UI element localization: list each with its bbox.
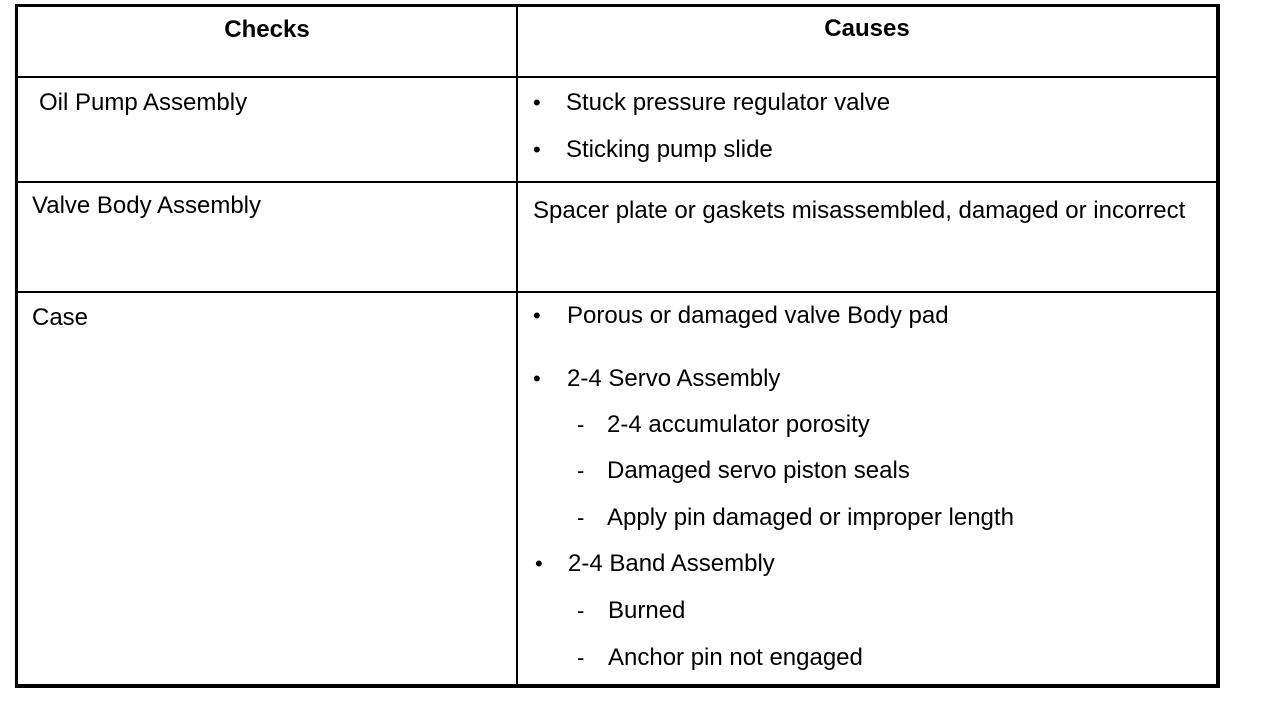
row-check-valve-body: Valve Body Assembly (32, 192, 261, 219)
cause-item: Sticking pump slide (566, 136, 773, 163)
column-divider (516, 7, 518, 684)
header-checks: Checks (224, 16, 310, 43)
dash-icon: - (577, 598, 585, 623)
bullet-icon: • (533, 137, 541, 162)
header-causes: Causes (824, 15, 910, 42)
bullet-icon: • (533, 303, 541, 328)
row-divider-2 (18, 291, 1216, 293)
cause-subitem: 2-4 accumulator porosity (607, 411, 870, 438)
cause-text: Spacer plate or gaskets misassembled, damaged or incorrect (533, 197, 1186, 224)
checks-causes-table (15, 4, 1220, 688)
dash-icon: - (577, 458, 585, 483)
bullet-icon: • (533, 366, 541, 391)
cause-subitem: Burned (608, 597, 686, 624)
row-check-case: Case (32, 304, 89, 331)
header-divider (18, 76, 1216, 78)
dash-icon: - (577, 505, 585, 530)
bullet-icon: • (533, 90, 541, 115)
cause-item: 2-4 Servo Assembly (567, 365, 781, 392)
row-divider-1 (18, 181, 1216, 183)
cause-subitem: Damaged servo piston seals (607, 457, 910, 484)
dash-icon: - (577, 412, 585, 437)
bullet-icon: • (535, 551, 543, 576)
cause-subitem: Apply pin damaged or improper length (607, 504, 1014, 531)
dash-icon: - (577, 645, 585, 670)
cause-item: 2-4 Band Assembly (568, 550, 775, 577)
cause-item: Porous or damaged valve Body pad (567, 302, 949, 329)
cause-subitem: Anchor pin not engaged (608, 644, 863, 671)
row-check-oil-pump: Oil Pump Assembly (39, 89, 248, 116)
cause-item: Stuck pressure regulator valve (566, 89, 891, 116)
